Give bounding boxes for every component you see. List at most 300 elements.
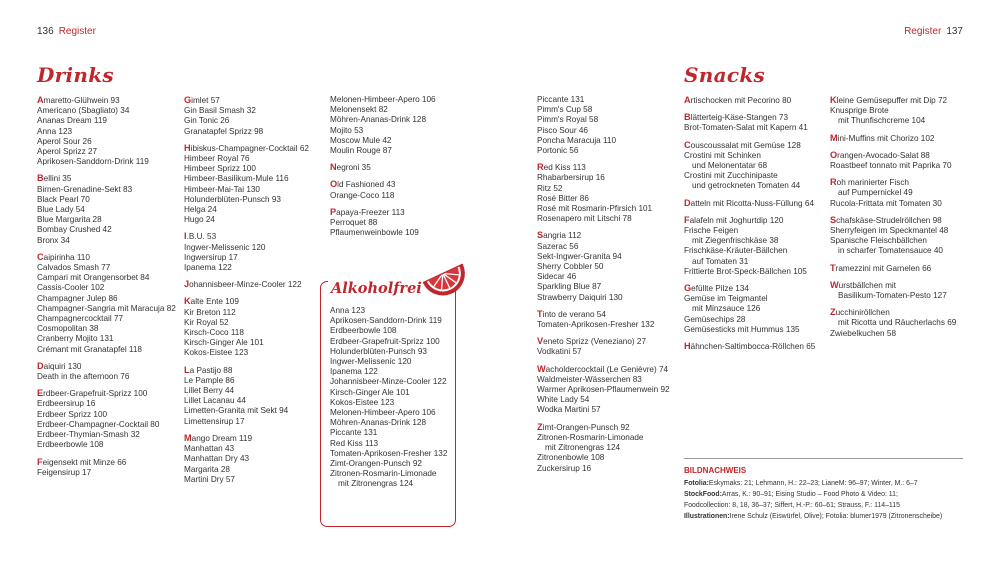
index-entry-rest: atteln mit Ricotta-Nuss-Füllung 64: [690, 198, 814, 208]
index-entry: Kir Breton 112: [184, 307, 236, 317]
index-entry: Le Pample 86: [184, 375, 235, 385]
index-initial: T: [830, 262, 836, 273]
index-entry: Sparkling Blue 87: [537, 282, 602, 292]
index-entry-rest: efüllte Pilze 134: [691, 284, 749, 294]
index-entry: Möhren-Ananas-Drink 128: [330, 115, 427, 125]
index-entry: Americano (Sbagliato) 34: [37, 106, 130, 116]
page-header-right: [904, 26, 963, 37]
index-entry: [37, 173, 177, 184]
index-group: [830, 307, 980, 339]
index-entry: Crostini mit Schinken: [684, 150, 761, 160]
index-initial: A: [684, 95, 691, 105]
index-entry: Ipanema 122: [184, 263, 232, 273]
index-entry: Sidecar 46: [537, 272, 577, 282]
index-entry: [830, 263, 980, 274]
index-entry: Zuckersirup 16: [537, 463, 592, 473]
index-initial: L: [184, 364, 190, 375]
snacks-column-2: [830, 95, 980, 345]
index-group: [830, 150, 980, 171]
index-entry-rest: ango Dream 119: [191, 433, 253, 443]
index-entry-rest: eneto Sprizz (Veneziano) 27: [543, 337, 647, 347]
index-group: [37, 252, 177, 355]
credits-heading: BILDNACHWEIS: [684, 466, 747, 475]
page-header-left: [37, 26, 96, 37]
index-initial: T: [537, 308, 543, 319]
index-entry: Ingwer-Melissenic 120: [184, 242, 266, 252]
index-entry: Melonen-Himbeer-Apero 106: [330, 408, 436, 418]
index-entry: Aperol Sour 26: [37, 136, 92, 146]
index-entry: Cassis-Cooler 102: [37, 283, 105, 293]
index-group: [184, 296, 324, 358]
index-initial: C: [684, 139, 691, 150]
index-group: [537, 230, 677, 302]
index-entry: mit Minzsauce 126: [692, 304, 761, 314]
index-entry: Kirsch-Ginger Ale 101: [330, 387, 410, 397]
credit-label: Fotolia:: [684, 480, 709, 487]
index-group: [537, 336, 677, 357]
index-entry: Lillet Lacanau 44: [184, 396, 246, 406]
index-entry: Kirsch-Ginger Ale 101: [184, 338, 264, 348]
index-entry: Crémant mit Granatapfel 118: [37, 344, 142, 354]
index-entry: Gin Tonic 26: [184, 116, 230, 126]
index-group: [330, 162, 470, 173]
index-initial: H: [184, 142, 191, 153]
index-entry: Piccante 131: [537, 95, 585, 104]
index-initial: P: [330, 206, 337, 217]
index-initial: S: [537, 230, 544, 241]
index-entry: Black Pearl 70: [37, 194, 90, 204]
index-entry: Granatapfel Sprizz 98: [184, 126, 264, 136]
index-entry: [37, 388, 177, 399]
index-entry-rest: ed Kiss 113: [543, 163, 586, 173]
index-entry: [37, 252, 177, 263]
index-entry: Johannisbeer-Minze-Cooler 122: [330, 377, 447, 387]
alkoholfrei-list: [330, 306, 455, 490]
index-group: [330, 207, 470, 239]
index-entry: Blue Margarita 28: [37, 215, 102, 225]
index-entry: Gemüsesticks mit Hummus 135: [684, 324, 800, 334]
index-entry: [684, 283, 824, 294]
index-entry: Limetten-Granita mit Sekt 94: [184, 406, 289, 416]
index-entry: Moulin Rouge 87: [330, 146, 392, 156]
index-entry-rest: ini-Muffins mit Chorizo 102: [837, 133, 935, 143]
index-initial: C: [37, 251, 44, 262]
index-entry: Rosé mit Rosmarin-Pfirsich 101: [537, 204, 653, 214]
index-entry: [537, 336, 677, 347]
index-group: [684, 140, 824, 192]
index-initial: B: [684, 112, 691, 123]
index-entry: Manhattan 43: [184, 444, 235, 454]
credit-text: Eskymaks: 21; Lehmann, H.: 22–23; LianeM: 96–97; Winter, M.: 6–7: [708, 480, 918, 487]
index-entry: mit Ziegenfrischkäse 38: [692, 236, 779, 246]
index-entry: Anna 123: [330, 306, 366, 315]
index-entry: Spanische Fleischbällchen: [830, 236, 927, 246]
index-entry-rest: ibiskus-Champagner-Cocktail 62: [190, 143, 309, 153]
index-entry: Orange-Coco 118: [330, 190, 395, 200]
index-entry: [830, 95, 980, 106]
index-group: [330, 95, 470, 156]
index-entry: Sekt-Ingwer-Granita 94: [537, 251, 622, 261]
index-group: [330, 179, 470, 200]
page-number-left: 136: [37, 26, 54, 37]
index-group: [684, 95, 824, 106]
index-group: [37, 361, 177, 382]
index-initial: G: [184, 95, 192, 105]
index-entry: [830, 177, 980, 188]
index-entry: Möhren-Ananas-Drink 128: [330, 418, 427, 428]
index-group: [537, 162, 677, 224]
index-entry: Brot-Tomaten-Salat mit Kapern 41: [684, 123, 808, 133]
index-initial: N: [330, 162, 337, 173]
index-group: [830, 133, 980, 144]
index-entry-rest: chafskäse-Strudelröllchen 98: [836, 215, 942, 225]
credit-line: [684, 511, 963, 522]
index-entry: Ananas Dream 119: [37, 116, 107, 126]
index-entry: Sherryfeigen im Speckmantel 48: [830, 226, 949, 236]
index-entry: mit Ricotta und Räucherlachs 69: [838, 318, 957, 328]
index-initial: O: [830, 149, 838, 160]
index-entry: Kirsch-Coco 118: [184, 328, 244, 338]
index-entry: Cranberry Mojito 131: [37, 334, 114, 344]
index-entry: Holunderblüten-Punsch 93: [184, 194, 281, 204]
index-group: [537, 95, 677, 156]
index-entry: Sazerac 56: [537, 241, 579, 251]
index-entry: Birnen-Grenadine-Sekt 83: [37, 184, 133, 194]
index-entry: mit Zitronengras 124: [338, 479, 414, 489]
index-entry: Erdbeerbowle 108: [330, 326, 397, 336]
index-entry: Death in the afternoon 76: [37, 372, 130, 382]
index-entry: Bronx 34: [37, 235, 70, 245]
index-entry: Rucola-Frittata mit Tomaten 30: [830, 198, 942, 208]
index-entry-rest: ouscoussalat mit Gemüse 128: [690, 140, 801, 150]
credit-text: Foodcollection: 8, 18, 36–37; Siffert, H.-P.: 60–61; Strauss, F.: 114–115: [684, 502, 900, 509]
index-entry: Warmer Aprikosen-Pflaumenwein 92: [537, 385, 670, 395]
index-initial: R: [830, 177, 837, 188]
index-entry: [830, 150, 980, 161]
section-label-left: Register: [58, 26, 96, 37]
index-group: [830, 263, 980, 274]
index-entry: [184, 296, 324, 307]
index-entry-rest: aipirinha 110: [43, 252, 90, 262]
snacks-title: Snacks: [684, 63, 766, 87]
index-entry: und Melonentatar 68: [692, 161, 768, 171]
index-entry: Zimt-Orangen-Punsch 92: [330, 459, 422, 469]
index-entry: und getrockneten Tomaten 44: [692, 181, 801, 191]
index-entry: Moscow Mule 42: [330, 135, 392, 145]
index-entry: Martini Dry 57: [184, 474, 235, 484]
index-entry-rest: leine Gemüsepuffer mit Dip 72: [836, 96, 948, 105]
index-entry: Crostini mit Zucchinipaste: [684, 171, 778, 181]
index-group: [184, 433, 324, 485]
index-entry-rest: maretto-Glühwein 93: [43, 96, 120, 105]
index-group: [830, 95, 980, 127]
index-entry: Erdbeer-Grapefruit-Sprizz 100: [330, 336, 440, 346]
index-entry: Manhattan Dry 43: [184, 454, 250, 464]
credit-text: Irene Schulz (Eiswürfel, Olive); Fotolia: blumer1979 (Zitronenscheibe): [729, 513, 943, 520]
index-entry: Hugo 24: [184, 215, 215, 225]
index-entry: Zitronen-Rosmarin-Limonade: [537, 432, 644, 442]
grapefruit-slice-icon: [420, 255, 470, 301]
index-initial: A: [37, 95, 44, 105]
index-entry: Strawberry Daiquiri 130: [537, 292, 623, 302]
index-initial: M: [184, 432, 192, 443]
index-entry: [537, 230, 677, 241]
index-entry: Erdbeerbowle 108: [37, 440, 104, 450]
index-entry-rest: alte Ente 109: [190, 297, 239, 307]
index-entry: Tomaten-Aprikosen-Fresher 132: [537, 320, 655, 330]
index-initial: I: [184, 231, 187, 242]
index-initial: Z: [537, 421, 543, 432]
index-group: [184, 279, 324, 290]
index-group: [184, 95, 324, 137]
index-group: [684, 341, 824, 352]
index-entry: [184, 433, 324, 444]
index-initial: E: [37, 388, 44, 399]
index-entry: Zitronenbowle 108: [537, 453, 605, 463]
index-entry-rest: ucchiniröllchen: [835, 308, 890, 318]
index-entry: [184, 279, 324, 290]
index-entry: [537, 364, 677, 375]
index-entry: Ritz 52: [537, 183, 563, 193]
index-entry: [684, 140, 824, 151]
index-entry: [684, 215, 824, 226]
index-initial: V: [537, 336, 544, 347]
index-entry: [330, 162, 470, 173]
index-initial: G: [684, 283, 692, 294]
index-entry: Gemüse im Teigmantel: [684, 294, 768, 304]
index-entry-rest: egroni 35: [336, 163, 371, 173]
index-entry-rest: lätterteig-Käse-Stangen 73: [690, 113, 789, 123]
index-entry: [830, 215, 980, 226]
index-entry: [830, 307, 980, 318]
index-entry: Kokos-Eistee 123: [184, 348, 249, 358]
index-initial: Z: [830, 307, 836, 318]
index-entry: auf Tomaten 31: [692, 256, 749, 266]
index-entry: Basilikum-Tomaten-Pesto 127: [838, 291, 947, 301]
drinks-column-3: [330, 95, 470, 244]
index-entry: Frischkäse-Kräuter-Bällchen: [684, 246, 788, 256]
index-entry-rest: acholdercocktail (Le Genièvre) 74: [545, 364, 669, 374]
index-entry: [184, 365, 324, 376]
index-entry: auf Pumpernickel 49: [838, 188, 913, 198]
index-entry: Champagner Julep 86: [37, 293, 118, 303]
index-group: [184, 231, 324, 273]
picture-credits: [684, 458, 963, 522]
index-entry: [684, 112, 824, 123]
index-group: [830, 177, 980, 209]
credit-text: Arras, K.: 90–91; Eising Studio – Food Photo & Video: 11;: [721, 491, 898, 498]
index-entry: Himbeer-Basilikum-Mule 116: [184, 174, 289, 184]
index-entry: Gemüsechips 28: [684, 314, 746, 324]
index-entry: Lillet Berry 44: [184, 386, 235, 396]
index-entry-rest: ähnchen-Saltimbocca-Röllchen 65: [690, 342, 816, 352]
alkoholfrei-title: Alkoholfrei: [328, 280, 425, 297]
index-entry-rest: urstbällchen mit: [838, 280, 897, 290]
index-entry: Feigensirup 17: [37, 467, 92, 477]
index-group: [537, 422, 677, 474]
index-entry-rest: apaya-Freezer 113: [336, 207, 405, 217]
index-entry-rest: ramezzini mit Garnelen 66: [835, 263, 932, 273]
index-group: [37, 457, 177, 478]
index-entry: [184, 231, 324, 242]
index-entry: [537, 162, 677, 173]
index-entry: Calvados Smash 77: [37, 263, 111, 273]
index-entry: Anna 123: [37, 126, 73, 136]
index-entry: [830, 133, 980, 144]
index-entry: [184, 143, 324, 154]
index-entry-rest: rangen-Avocado-Salat 88: [837, 150, 930, 160]
index-entry: Waldmeister-Wässerchen 83: [537, 374, 642, 384]
index-entry: Rosenapero mit Litschi 78: [537, 214, 632, 224]
drinks-column-4: [537, 95, 677, 480]
index-initial: B: [37, 173, 44, 184]
index-entry: Aperol Sprizz 27: [37, 147, 98, 157]
index-entry: Melonen-Himbeer-Apero 106: [330, 95, 436, 104]
index-group: [684, 215, 824, 277]
index-entry: Vodkatini 57: [537, 347, 582, 357]
index-initial: K: [184, 296, 191, 307]
index-entry-rest: imt-Orangen-Punsch 92: [542, 422, 630, 432]
index-group: [830, 280, 980, 301]
index-initial: F: [37, 456, 43, 467]
credit-line: [684, 489, 963, 500]
index-entry-rest: imlet 57: [191, 96, 220, 105]
index-entry: Himbeer Royal 76: [184, 154, 250, 164]
index-group: [684, 112, 824, 133]
credit-label: StockFood:: [684, 491, 722, 498]
index-entry: Kir Royal 52: [184, 317, 229, 327]
index-entry: Poncha Maracuja 110: [537, 135, 617, 145]
index-entry: Gin Basil Smash 32: [184, 106, 256, 116]
index-entry: Kokos-Eistee 123: [330, 397, 395, 407]
index-entry: Ingwersirup 17: [184, 252, 238, 262]
index-entry: Mojito 53: [330, 125, 364, 135]
index-entry: Pisco Sour 46: [537, 125, 588, 135]
index-entry: Holunderblüten-Punsch 93: [330, 346, 427, 356]
index-group: [830, 215, 980, 257]
index-entry: Sherry Cobbler 50: [537, 262, 604, 272]
index-group: [184, 365, 324, 427]
index-entry: Knusprige Brote: [830, 106, 889, 116]
index-entry: Zitronen-Rosmarin-Limonade: [330, 469, 437, 479]
index-entry: Rhabarbersirup 16: [537, 173, 605, 183]
index-entry: Champagner-Sangria mit Maracuja 82: [37, 303, 176, 313]
index-entry: [537, 422, 677, 433]
index-initial: D: [684, 197, 691, 208]
index-entry: Pimm's Cup 58: [537, 105, 593, 115]
index-entry: [684, 198, 824, 209]
index-entry-rest: eigensekt mit Minze 66: [42, 457, 127, 467]
index-entry-rest: ellini 35: [43, 174, 72, 184]
section-label-right: Register: [904, 26, 942, 37]
index-entry: [537, 309, 677, 320]
index-entry: Ipanema 122: [330, 367, 378, 377]
index-entry: Himbeer Sprizz 100: [184, 164, 256, 174]
index-entry: Tomaten-Aprikosen-Fresher 132: [330, 448, 448, 458]
index-entry: Pflaumenweinbowle 109: [330, 228, 419, 238]
index-entry: [684, 95, 824, 106]
index-initial: R: [537, 162, 544, 173]
index-initial: K: [830, 95, 837, 105]
alkoholfrei-box: [320, 281, 456, 527]
index-entry: Blue Lady 54: [37, 205, 85, 215]
index-entry-rest: oh marinierter Fisch: [836, 178, 909, 188]
drinks-column-2: [184, 95, 324, 491]
index-entry: Erdbeer Sprizz 100: [37, 409, 108, 419]
index-entry: [37, 457, 177, 468]
index-group: [184, 143, 324, 226]
index-entry: Melonensekt 82: [330, 105, 388, 115]
index-entry: [37, 95, 177, 106]
index-group: [537, 309, 677, 330]
credit-line: [684, 478, 963, 489]
index-entry: Wodka Martini 57: [537, 405, 601, 415]
index-entry: Frittierte Brot-Speck-Bällchen 105: [684, 266, 807, 276]
index-entry: Erdbeersirup 16: [37, 399, 96, 409]
index-entry: [330, 179, 470, 190]
index-group: [37, 173, 177, 245]
index-entry: mit Thunfischcreme 104: [838, 116, 926, 126]
index-initial: F: [684, 214, 690, 225]
index-entry: Limettensirup 17: [184, 416, 245, 426]
credit-label: Illustrationen:: [684, 513, 730, 520]
index-initial: W: [537, 363, 546, 374]
index-entry: [830, 280, 980, 291]
index-entry-rest: rtischocken mit Pecorino 80: [690, 96, 792, 105]
index-entry: Aprikosen-Sanddorn-Drink 119: [37, 157, 149, 167]
index-entry-rest: rdbeer-Grapefruit-Sprizz 100: [43, 389, 148, 399]
index-entry: Cosmopolitan 38: [37, 324, 99, 334]
index-group: [37, 388, 177, 450]
index-entry: mit Zitronengras 124: [545, 443, 621, 453]
index-initial: S: [830, 214, 837, 225]
index-entry: Piccante 131: [330, 428, 378, 438]
drinks-column-1: [37, 95, 177, 484]
index-entry-rest: into de verano 54: [542, 309, 606, 319]
index-entry: Campari mit Orangensorbet 84: [37, 273, 150, 283]
index-group: [684, 198, 824, 209]
index-entry-rest: aiquiri 130: [43, 361, 82, 371]
index-entry: Pimm's Royal 58: [537, 115, 599, 125]
drinks-title: Drinks: [37, 63, 114, 87]
snacks-column-1: [684, 95, 824, 358]
index-entry: [184, 95, 324, 106]
index-entry: Helga 24: [184, 205, 217, 215]
index-entry: Bombay Crushed 42: [37, 225, 112, 235]
index-initial: J: [184, 279, 190, 290]
index-entry: Perroquet 88: [330, 218, 378, 228]
index-entry: Red Kiss 113: [330, 438, 379, 448]
index-entry: Erdbeer-Champagner-Cocktail 80: [37, 419, 160, 429]
index-entry: Zwiebelkuchen 58: [830, 328, 896, 338]
index-entry: Himbeer-Mai-Tai 130: [184, 184, 260, 194]
index-entry-rest: angria 112: [543, 231, 582, 241]
page-number-right: 137: [946, 26, 963, 37]
index-entry: White Lady 54: [537, 395, 590, 405]
index-entry: [330, 207, 470, 218]
credit-line: [684, 500, 963, 511]
index-initial: H: [684, 341, 691, 352]
credits-lines: [684, 478, 963, 522]
index-initial: O: [330, 179, 338, 190]
index-initial: W: [830, 279, 839, 290]
index-entry: in scharfer Tomatensauce 40: [838, 246, 943, 256]
index-entry-rest: ohannisbeer-Minze-Cooler 122: [189, 280, 302, 290]
index-group: [37, 95, 177, 167]
index-entry: Rosé Bitter 86: [537, 193, 589, 203]
index-entry: Aprikosen-Sanddorn-Drink 119: [330, 316, 442, 326]
index-entry: [37, 361, 177, 372]
